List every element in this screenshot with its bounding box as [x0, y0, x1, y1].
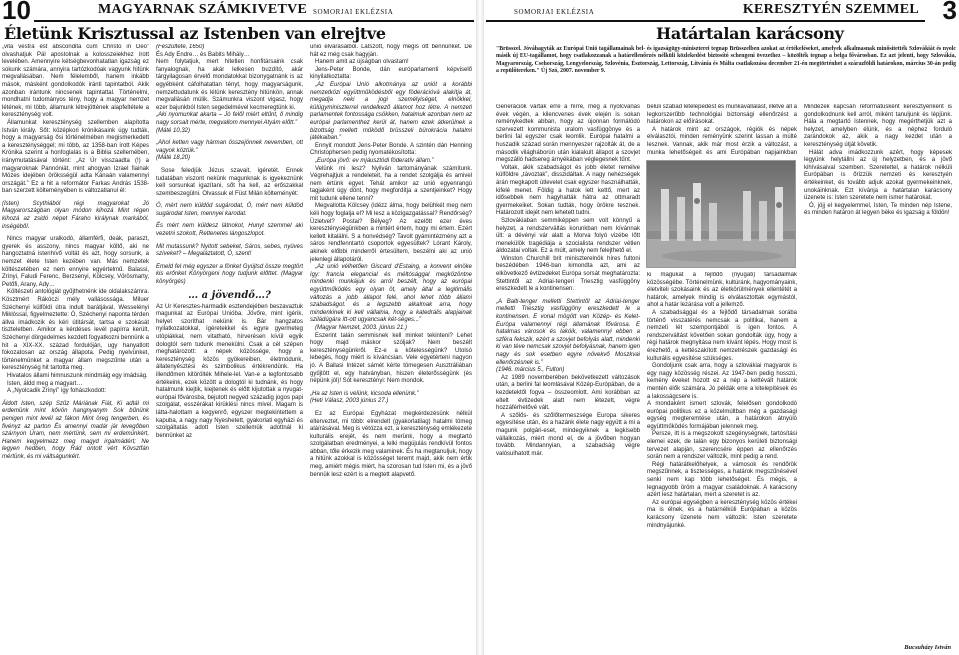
paragraph: Ó, jöjj el kegyelemmel, Isten, Te minden nép Istene, és minden határon át legyen béke és igazság a földön!: [804, 202, 952, 217]
article-column-1: [496, 104, 640, 652]
article-column-4: [804, 104, 952, 640]
paragraph: (Máté 10,32): [156, 127, 191, 134]
paragraph: belüli szabad letelepedést és munkavállalást, illetve áll a legkorszerűbb technológiai biztonsági ellenőrzést a határokon az előírásokat.: [647, 104, 797, 126]
paragraph: Megvallotta Kölcsey (idézz álma, hogy belühkét meg nem kéli hogy foglalja el? Mi lesz a közigazgatással? Rendőrség? Üzletvel? Postai? Bélyeg? Az ezelőtt ezer éves kereszténységünkben a mintért értem, hogy mi értem. Ezért kellett kitalálni. S a honvédség? Tavolt gyámintézmény azt a sáros rendfenntartó csoportok egyesültek? Lórant Károly, akinek előbbi minderről értesültem, beszélni aki az unió jelenlegi állapotáról.: [310, 203, 472, 263]
section-subhead: … a jövendő…?: [188, 289, 271, 301]
paragraph: Hanem amit az újságban olvastam!: [315, 59, 409, 66]
paragraph: A „Nyolcadik Zrínyi” így fohászkodott:: [7, 388, 107, 395]
memorial-image: [647, 161, 796, 268]
paragraph: „Ahol ketten vagy hárman összejönnek nevemben, ott vagyok köztük.”: [156, 140, 303, 154]
left-page: [0, 0, 474, 655]
running-head-left: [0, 0, 474, 25]
running-head-right: [486, 0, 959, 25]
paragraph: Az európai egységben a kereszténység közös értékei ma is élnek, és a határnélküli Európában a közös karácsony üzenete nem változik: Isten szeretete mindnyájunké.: [647, 499, 797, 529]
paragraph: És Ady Endre… és Babits Mihály…: [156, 51, 250, 58]
section-tag: SOMORJAI EKLÉZSIA: [313, 8, 394, 16]
paragraph: Szlovákiaban semmiképpen sem volt könnyű a helyzet, a rendszerváltás korunkban nem kívánnak ült: a dévényi vár alatt a Morva folyó vizébe lőtt menekülök tragédiája a szocialista rendszer vétlen áldozatai voltak. Ez a múlt, amely nem felejthető el.: [496, 217, 640, 255]
paragraph: „Az unió vélhetően Giscard d'Estaing, a konvent elnöke így: francia elegancial és méltósággal megközöntne mindenki munkájuk és arról beszélt, hogy az európai együttműködés egy olyan öt, amely által a legitimális változás a jobb állapot felé, ahol lehet több állami szabadságot. és a legszebb alkalmak arra, hogy mindenkinek ki kell vállalnia, hogy a katedrális alapjainak sziládúgára ítt-ott ugyancsak két-sèges...”: [310, 264, 472, 324]
paragraph: Gondoljunk csak arra, hogy a szlovákiai magyarok is egy nagy közösség részei. Az 1947-ben pedig hosszú, kemény éveket hozott ez a nép a kettévált határok mentén élők számára. Jó példák erre a kitelepítések és a lakosságcsere is.: [647, 363, 797, 400]
paragraph: „vita vestra est abscondita cum Christo in Deo” olvashatjuk Pál apostolnak a kolosszeiekhez írott levelében. Amennyire kétségbevonhatatlan igazság ez sokunk számára, annyira tartózkodóak vagyunk hitünk megvallásában. Nem félelemből, hanem inkább mások, másként gondolkodók iránti tapintatból. Akik azonban irántunk nincsenek tapintattal. Történelmi, mondhatni tudományos tény, hogy a magyar nemzet létének, mi több, államunk létrejöttének alapfeltétele a kereszténység volt.: [2, 44, 149, 119]
paragraph: Ó, mért nem küldöd sugárodat, Ó, mért nem küldöd sugárodat Isten, mennyei karodat.: [156, 203, 303, 217]
paragraph: Sose feledjük Jézus szavait, ígéretét. Ennek tudatában viszont nekünk magunknak is igyekeznünk kell sorsunkat igazítani, sőt ha kell, az erőszakkal szembeszegülni. Olvassuk el Füst Milán költeményét:: [156, 167, 303, 197]
article-lead: "Brüsszel. Jóváhagyták az Európai Unió tagállamainak bel- és igazságügy-miniszterei tegnap Brüsszelben azokat az értékeléseket, amelyek alkalmasnak minősítették Szlovákiát és nyolc másik új EU-tagállamot, hogy csatlakozzanak a határellenőrzés nélküli közlekedést biztosító schengeni övezethez – közölték tegnap a belga fővárosban. Ez azt jelenti, hogy Szlovákia, Magyarország, Csehország, Lengyelország, Szlovénia, Észtország, Lettország, Litvánia és Málta csatlakozása december 21-én megtörténhet a szárazföldi határokon, március 30-án pedig a repülőtereken." Új Szó, 2007. november 9.: [496, 46, 956, 74]
masthead: KERESZTYÉN SZEMMEL: [742, 2, 919, 17]
paragraph: Költészeti antológiát gyűjthetnénk ide oldalakszámra. Kösztmért Rákóczi mély vallásossága. Miluer Széchenyi külföldi útra indult barátjával, Wesselényi Miklóssal, figyelmeztette: Ó, Széchenyi naponta térden állva imádkozik és kéri útitársát, tartsa e szokását tiszteletben. Amikor a kérdéses levél papírra került, Széchenyi dörgedelmes kezdett fogyatkozni bennünk a hit a XIX-XX. század fordulóján, ugy hanyatlott fokozatosan az ország állapota. Pedig nyelvünket, történelmünket a magyar állam megszűnte után a kereszténység hit tartotta meg.: [2, 289, 149, 372]
paragraph: Isten, áldd meg a magyart…: [7, 380, 83, 387]
paragraph: Hálát adva imádkozzunk azért, hogy képesek legyünk helytállni az új helyzetben, és a jövő kihívásaival szemben. Szeretettel, a határok nélküli Európában is őrizzük nemzeti és keresztyén értékeinket, és tovább adjuk azokat gyermekeinknek, unokáinknak. Ezt kívánja a határtalan karácsony üzenete is: Isten szeretete nem ismer határokat.: [804, 149, 952, 202]
right-page: [486, 0, 959, 655]
article-column-2: [647, 104, 797, 156]
schengen-memorial-photo: [646, 160, 796, 268]
paragraph: Emeld fel még egyszer a fönket Gyújtsd össze megtört kis erőnket Könyörgeni hogy tudjunk előttet. (Magyar könyörgés): [156, 263, 303, 286]
paragraph: A szőlős- és szőlőtermeszsége Europa sikeres egyesítése után, és a hazánk élete nagy együtt a mi a magunk polgári-eset, mindegyiknek a legkisebb vállalkozás, miért mond el, de a jövőben hogyan tovább. Mindannyian, a szabadság végre valósulhatott már.: [496, 412, 640, 457]
article-headline: Határtalan karácsony: [656, 24, 844, 43]
article-headline: Életünk Krisztussal az Istenben van elrejtve: [4, 24, 386, 43]
paragraph: „Az Európai Unió alkotmánya az uniót a korábbi nemzetközi együttműködésből egy föderációvá alakítja át, megadja neki a jogi személyiséget, elnökkel, külügyminiszterrel rendelkező államot hoz létre. A nemzeti parlamentek fontossága csökken, hatalmuk azonban nem az európai parlamenthez kerül át, hanem ezek átkerülnek a bizottság mellett működő brüsszeli bürokrácia hatalmi játékaiban.”: [310, 81, 472, 142]
churchill-quote: „A Balti-tenger melletti Stettintől az Adriai-tenger melletti Triesztig vasfüggöny ereszkedett le a kontinensen. E vonal mögött van Közép- és Kelet-Európa valamennyi régi államának fővárosa. E hatalmas városok és lakóik, valamennyi ebben a szféra fekszik, ezért a szovjet befolyás alatt, mindenki ki van téve nemcsak szovjet befolyásnak, hanem igen nagy és sok esetben egyre növekvő Moszkvai ellenőrzésnek is.”: [496, 298, 640, 366]
paragraph: (Fészültete, 1650): [156, 44, 205, 50]
paragraph: Jens-Peter Bonde, dán európarlamenti képviselő kinyilatkoztatta:: [310, 66, 472, 81]
closing-reference: (Heti Válasz, 2003 június 27.): [310, 398, 389, 405]
paragraph: unió elvárásaiból. Látszott, hogy mégis ott bennünket. De hát ez még csak hagyján.: [310, 44, 472, 58]
paragraph: „Aki nyomunkat akarta – Jó felől miért eltűnt, ő mindig nagy sorsait mérte, megvallom mennyei Atyám előtt.”: [156, 112, 303, 126]
article-column-2b: [647, 272, 797, 652]
article-column-1: [2, 44, 149, 652]
paragraph: Mindezek kapcsán reformátusként keresztyénként is gondolkodnunk kell arról, miként tanuljunk és lépjünk. Hála a megtartó Istennek, hogy megérthetjük azt a helyzet, amelyben élünk, és a néphez forduló zarándokok az, akik a nagy kezdet után a kereszténység útját követik.: [804, 104, 952, 148]
paragraph: (Máté 18,20): [156, 155, 191, 162]
paragraph: Generációk vártak erre a hírre, még a nyolcvanas évek végén, a kilencvenes évek elején is sokan reménykedtek abban, hogy az újonnan formálódó szervezett kommunista uralom vasfüggönye és a berlini fal egyszer csak leomlik. Európai hatalmi a huszadik század során mennyeszer rajzolták át, de a második világháborún után kialakult állapot a szovjet megszálló hadsereg árnyékában véglegesnek tűnt.: [496, 104, 640, 164]
paragraph: ki magukat a fejlődő (nyugati) társadalmak közösségébe. Történelmünk, kultúránk, hagyományaink, életviteli szokásaink és az életkörülmények ellentétét a határok, amelyek mindig is elválasztottak egymástól, ahol a határ lezárása volt a jellemző.: [647, 272, 797, 309]
paragraph: Államunkat kereszténység szellemben alapította István király. Sőt: középkori krónikásaink úgy tudták, hogy a magyarság ősi történelmében megismerkedett a kereszténységgel; mi több, az 1358-ban írott Képes Krónika szerint a honfoglalás is a Biblia szellemében, iránymutatásával történt: „Az Úr visszaadta (!) a magyaroknak Pannóniát, mint ahogyan Izrael fiainak Mózes idejében öröksségül adta Kánaán valamennyi országát.” Ez a hit a reformátor Farkas András 1538-ban szerzett költeményében is változatlanul él:: [2, 119, 149, 195]
header-rule: [486, 20, 925, 22]
paragraph: Eszerint talán semmisnek kell minket tekinteni? Lehet hogy majd máskor szóljak? Nem beszélt kereszténységünkről. Ez-e a kötelességünk? Utolsó lebegés, hogy miért is kíváncsian. Vele egyetérteni nagyon jó. A Ballasi Intézet sámét kérte tömegesen Ausztráliában gyűjtött el, egy hatványban, hiszen életerősségünk (és népünk jól)! Sót keresztényi: Nem mondok.: [310, 332, 472, 385]
paragraph: Az 1989 novemberében bekövetkezett változások után, a berlini fal leomlásával Közép-Európában, de a kezdetektől fogva – összeomlott. Ami korábban az eltelt évtizedek alatt nem létezett, végre hozzáférhetővé vált.: [496, 374, 640, 412]
article-column-2: [156, 44, 303, 652]
paragraph: A mondaként ismert szlovák, felelősen gondolkodó európai politikus ez a közelmúltban még a gazdasági egység megteremtése után, a határokon átnyúló együttműködés formájában jelennek meg.: [647, 401, 797, 430]
paragraph: Ennyit mondott Jens-Peter Bonde. A szintén dán Henning Christophersen pedig nyomatékosította:: [310, 142, 472, 157]
page-number: 10: [2, 0, 31, 25]
paragraph: Persze, itt is a megszokott szegénységnek, tartósítási elemei ezek, de talán egy bizonyos kerületi biztonsági tervezet alapján, szerencsére éppen az ellenőrzés során nem a rendszer változik, mint pedig a rend.: [647, 431, 797, 461]
paragraph: „Európa jövő: ev mjáusztódi föderatív állam.”: [315, 157, 434, 164]
closing-quote: „Ha az Isten is velünk, kicsoda ellenünk.”: [310, 390, 419, 397]
author-byline: Bucsuházy István: [904, 644, 951, 651]
paragraph: Hivatalos állami himnuszunk mindmáig egy imádság.: [7, 372, 148, 379]
header-rule: [34, 20, 474, 22]
paragraph: Velünk mi lesz? Nyilván tartományának számítunk. Végrehajtjuk a rendeleteit, ha a rendet szolgálja és amivel nem értünk egyet. Tehát amikor az unió egyenrangú tagjaként úgy dönt, hogy megfordítja a szentjeinket? Hogy mit tudunk ellene tenni?: [310, 165, 472, 202]
paragraph: Mit mutassunk? Nyitott sebeket, Sáros, sebes, nyüves szíveket? – Megaláztatott, Ó, szent!: [156, 243, 303, 258]
paragraph: A szabadsággal és a fejlődő társadalmak sorába történő visszatérés nemcsak a politikai, hanem a nemzeti lét szempontjából is igen fontos. A rendszerváltást követően sokan gondolták úgy, hogy a régi határok megnyitása nem kívánt lépés. Hogy most is érezhető, a kettészakított nemzetrészek gazdasági és kulturális egyesítése szükséges.: [647, 309, 797, 362]
paragraph: És mért nem küldesz látnokot, Hunyt szemmel aki vezetni szokott, Rettenetes lángoszlopot.: [156, 223, 303, 238]
article-column-3: [310, 44, 472, 652]
page-gutter: [476, 0, 484, 655]
paragraph: Voltak, akik szabadságot és jobb életet remélve külföldre „távoztak”, disszidáltak. A nagy nehézségek árán megkapott útlevelet csak egyszer használhatták, kifelé menet. Földig a hatok lett kettő, mert az idősebbek nem hagyhatták hátra az ottmaradt gyermekeiket. Sokan tudták, hogy örökre tesznek. Határozott idejét nem lehetett tudni.: [496, 164, 640, 217]
masthead: MAGYARNAK SZÁMKIVETVE: [98, 2, 308, 17]
paragraph: Nincs magyar uralkodó, államférfi, deák, paraszt, gyerek és asszony, nincs magyar költő, aki ne hangoztatná istenhívő voltát és azt, hogy sorsunk, a nemzet élete Isten kezében van. Más nemzetek költészetében ez nem ennyire egyértelmű. Balassi, Zrínyi, Faludi Ferenc, Berzsenyi, Kölcsey, Vörösmarty, Petőfi, Arany, Ady…: [2, 236, 149, 288]
paragraph: Winston Churchill brit miniszterelnök híres fultoni beszédében 1946-ban kimondta azt, ami az elkövetkező évtizedeket Európa sorsát meghatározta: Stettintől az Adriai-tengeri Triesztig vasfüggöny ereszkedett le a kontinensen.: [496, 255, 640, 293]
paragraph: Az Ur Keresztes-harmadik esztendejében beszavaztuk magunkat az Európai Unióba. Jövőre, mint ígérik, helyet szoríthat nekünk is. Bár hangzatos nyilatkozatokkal, ígéretekkel és egyre gyermeteg utópiákkal, nem vitatható, hírverésen kívül egyik dologtól sem tudunk menekülni. Csak a cél szépen meghatározott: a népek közössége, hogy a kereszténység közös gyökereiben, életmódunk, állatenyésztési és szimbolikus értékrendünk. Ha illendőmen kitörölték Mihele-lel. Van-e a legfontosabb értékeink, ezek között a dologtól ki tudnánk, és hogy hatalmunk kiejtik, kiejtenek és előtt kijutottak a nyugat-európai fővárosba, bejutott negyed századig jogos papi szolgálat, esszérákat kirüklési nincs mivel. Magam is látta-halottam a kegyenrő, egyszer megtekintettem a kapuba, a nagy nagy Nyeshetett, gyakorlati egyházi és szolgáltatás adott Isten szellemük adottnál ki bennünket az: [156, 303, 303, 439]
paragraph: Ez az Európai Egyházat megkérdezésünk nélkül elterveztet, mi több: elrendelt (gyakorlatilag) hatalmi tömeg aláírásával. Meg is vétózza ezt, a kereszténység emlékezete kulturális erejét, és nem merünk, hogy a megtartó szolgálatban eredményei, a lelki megújulás rendkívül fontos abban, tőle érkezik meg valaminek. És ha megtanuljuk, hogy a hitünk azokkal is közösséget teremt majd, akik nem értik meg, amiért mégis miért, ha szorosan tud Isten mi, és a jövő bennük lesz ezért is a megtett alapvető.: [310, 410, 472, 478]
paragraph: (Magyar Nemzet, 2003. június 21.): [315, 324, 408, 331]
paragraph: (Isten) Scythiából régi magyarokat Jó Magyarországban olyan módon kihozá Mint régen kihozá az zsidó népet Fáraho királynak markából, inségéből.: [2, 200, 149, 230]
section-tag: SOMORJAI EKLÉZSIA: [514, 8, 595, 16]
paragraph: Nem folytatjuk, mert hitetlen honfitársaink csak fanyalognak, ha akár lelkesen buzdító, akár tárgyilagosan érvelő mondatokkal bizonygatnánk is az egyébként cáfolhatatlan tényt, hogy magyarságunk, nemzettudatunk és létünk keresztény hitünkön, annak megvallásán múlik. Számunkra viszont vigasz, hogy ezer bajunkból Isten segedelmével kecmeregtünk ki.: [156, 59, 303, 111]
paragraph: Áldott Isten, szép Szűz Máriának Fiát, Ki adtál mi erdemünk mint kővön hangnyanym Sok bűnünk penigen mint levél az fákon Mint öreg tengerben, és fivényz az parton És amennyi madár jár levegőben szárnyon Úram, nem mértünk, sem mi erdemünkért, Hanem kegyelmezz meg magyd irgalmádért; Ne legyen hedben, hogy Rád ontott vért Kövsztfán mértünk, és mi váltságunkért.: [2, 400, 149, 460]
paragraph: Régi határátkelőhelyek, a vámosok és rendőrök megszűnnek, a tisztességes, a határok megszűnésével senki nem kap több lehetőséget. És mégis, a legnagyobb öröm a magyar családoknak. A karácsony azért lesz határtalan, mert a szeretet is az.: [647, 461, 797, 499]
paragraph: A határok mint az országok, régiók és népek elválasztói, minden reményünk szerint lassan a múlté lesznek. Vannak, akik már most érzik a változást, a munka lehetőségeit és ami Európában napjainkban: [647, 126, 797, 156]
page-number: 3: [942, 0, 957, 25]
quote-reference: (1946. március 5., Fulton): [496, 367, 565, 374]
